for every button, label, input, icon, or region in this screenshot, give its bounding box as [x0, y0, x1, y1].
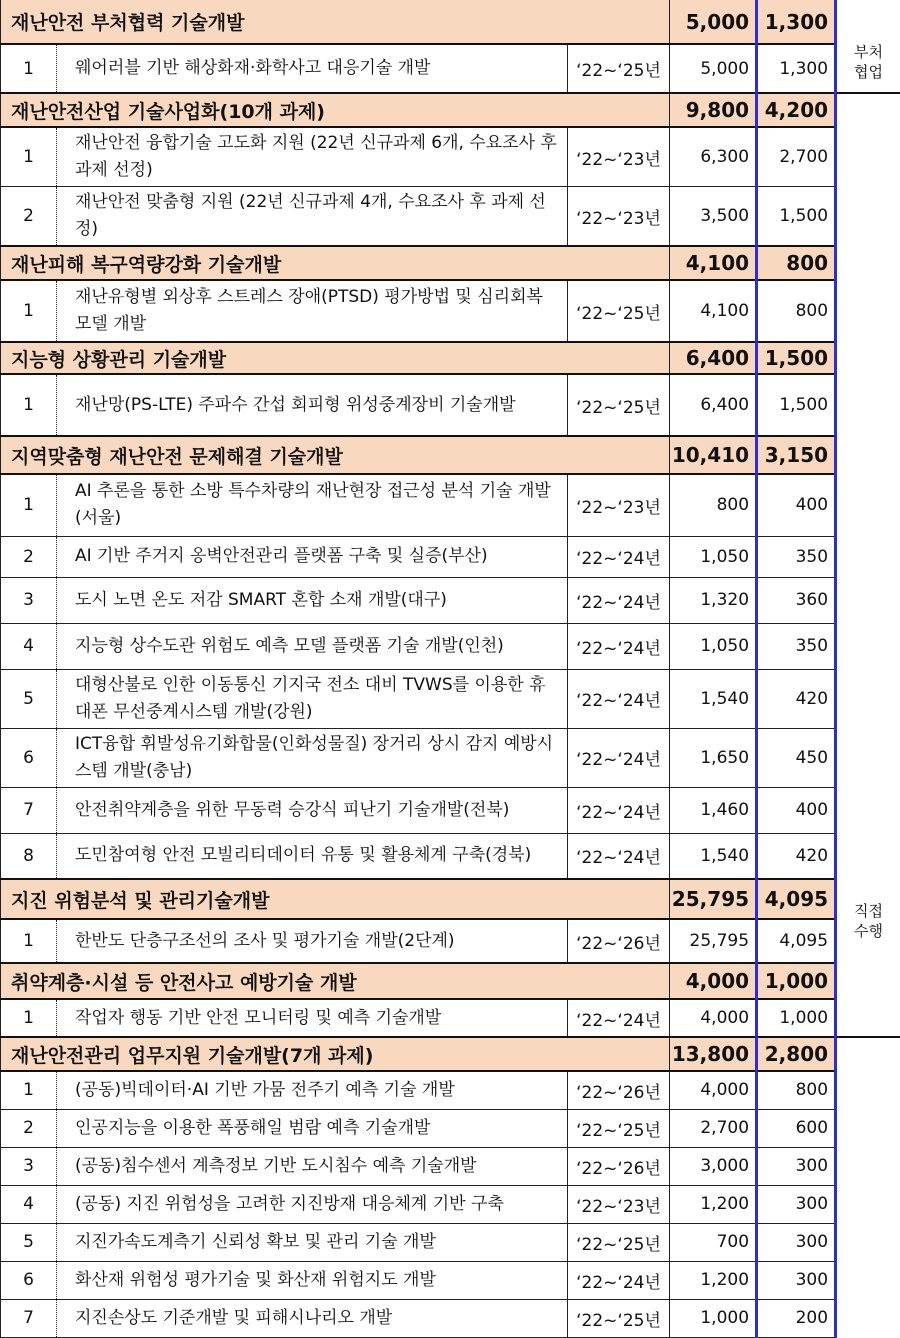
year-budget: 600 — [757, 1109, 836, 1147]
total-budget: 1,540 — [670, 669, 757, 728]
table-row — [1, 1109, 900, 1147]
project-period: ‘22~‘24년 — [568, 833, 670, 879]
year-budget: 300 — [757, 1147, 836, 1185]
row-index: 1 — [1, 374, 57, 436]
year-budget: 1,000 — [757, 999, 836, 1037]
table-row — [1, 187, 900, 247]
total-budget: 1,200 — [670, 1261, 757, 1299]
total-budget: 1,650 — [670, 728, 757, 787]
category-row — [1, 246, 900, 280]
row-index: 5 — [1, 1223, 57, 1261]
row-index: 4 — [1, 1185, 57, 1223]
total-budget: 4,000 — [670, 999, 757, 1037]
project-name: 웨어러블 기반 해상화재·화학사고 대응기술 개발 — [57, 44, 568, 93]
total-budget: 4,100 — [670, 280, 757, 342]
row-index: 6 — [1, 728, 57, 787]
total-budget: 1,540 — [670, 833, 757, 879]
table-row — [1, 474, 900, 536]
total-budget: 25,795 — [670, 919, 757, 963]
table-row — [1, 919, 900, 963]
table-row — [1, 669, 900, 728]
year-budget: 2,700 — [757, 127, 836, 187]
row-index: 2 — [1, 187, 57, 247]
category-title: 재난안전관리 업무지원 기술개발(7개 과제) — [1, 1037, 670, 1071]
project-name: 재난안전 맞춤형 지원 (22년 신규과제 4개, 수요조사 후 과제 선정) — [57, 187, 568, 247]
row-index: 3 — [1, 1147, 57, 1185]
table-row — [1, 999, 900, 1037]
year-budget: 3,150 — [757, 436, 836, 474]
remark-line: 협업 — [837, 62, 900, 82]
table-row — [1, 1071, 900, 1109]
project-name: 화산재 위험성 평가기술 및 화산재 위험지도 개발 — [57, 1261, 568, 1299]
year-budget: 200 — [757, 1299, 836, 1337]
row-index: 4 — [1, 623, 57, 669]
project-name: AI 추론을 통한 소방 특수차량의 재난현장 접근성 분석 기술 개발(서울) — [57, 474, 568, 536]
total-budget: 1,000 — [670, 1299, 757, 1337]
remark-line: 부처 — [837, 42, 900, 62]
remark-line: 직접 — [837, 901, 900, 921]
total-budget: 4,000 — [670, 963, 757, 999]
row-index: 1 — [1, 44, 57, 93]
table-row — [1, 1223, 900, 1261]
table-row — [1, 787, 900, 833]
category-row — [1, 1037, 900, 1071]
row-index: 1 — [1, 1071, 57, 1109]
project-name: 도시 노면 온도 저감 SMART 혼합 소재 개발(대구) — [57, 577, 568, 623]
table-row — [1, 127, 900, 187]
year-budget: 300 — [757, 1261, 836, 1299]
category-title: 재난피해 복구역량강화 기술개발 — [1, 246, 670, 280]
year-budget: 420 — [757, 833, 836, 879]
total-budget: 4,100 — [670, 246, 757, 280]
year-budget: 350 — [757, 623, 836, 669]
total-budget: 3,500 — [670, 187, 757, 247]
remark-text — [837, 42, 900, 82]
row-index: 5 — [1, 669, 57, 728]
project-period: ‘22~‘25년 — [568, 1299, 670, 1337]
year-budget: 4,095 — [757, 919, 836, 963]
year-budget: 400 — [757, 787, 836, 833]
project-period: ‘22~‘26년 — [568, 919, 670, 963]
project-period: ‘22~‘24년 — [568, 536, 670, 577]
project-name: 한반도 단층구조선의 조사 및 평가기술 개발(2단계) — [57, 919, 568, 963]
project-period: ‘22~‘23년 — [568, 127, 670, 187]
project-period: ‘22~‘26년 — [568, 1071, 670, 1109]
project-name: 지능형 상수도관 위험도 예측 모델 플랫폼 기술 개발(인천) — [57, 623, 568, 669]
category-row — [1, 342, 900, 374]
row-index: 2 — [1, 1109, 57, 1147]
table-row — [1, 577, 900, 623]
year-budget: 1,500 — [757, 374, 836, 436]
table-row — [1, 1185, 900, 1223]
total-budget: 1,050 — [670, 623, 757, 669]
category-row — [1, 0, 900, 44]
year-budget: 1,300 — [757, 44, 836, 93]
category-title: 취약계층·시설 등 안전사고 예방기술 개발 — [1, 963, 670, 999]
total-budget: 3,000 — [670, 1147, 757, 1185]
project-period: ‘22~‘24년 — [568, 669, 670, 728]
table-row — [1, 1261, 900, 1299]
total-budget: 13,800 — [670, 1037, 757, 1071]
table-row — [1, 1147, 900, 1185]
project-period: ‘22~‘25년 — [568, 1109, 670, 1147]
year-budget: 420 — [757, 669, 836, 728]
year-budget: 450 — [757, 728, 836, 787]
row-index: 1 — [1, 999, 57, 1037]
category-title: 재난안전 부처협력 기술개발 — [1, 0, 670, 44]
project-period: ‘22~‘25년 — [568, 374, 670, 436]
row-index: 8 — [1, 833, 57, 879]
total-budget: 1,050 — [670, 536, 757, 577]
project-period: ‘22~‘23년 — [568, 187, 670, 247]
row-index: 7 — [1, 787, 57, 833]
category-row — [1, 436, 900, 474]
total-budget: 800 — [670, 474, 757, 536]
project-period: ‘22~‘23년 — [568, 1185, 670, 1223]
project-name: 재난유형별 외상후 스트레스 장애(PTSD) 평가방법 및 심리회복모델 개발 — [57, 280, 568, 342]
row-index: 6 — [1, 1261, 57, 1299]
total-budget: 2,700 — [670, 1109, 757, 1147]
table-row — [1, 728, 900, 787]
table-row — [1, 833, 900, 879]
year-budget: 300 — [757, 1223, 836, 1261]
total-budget: 6,400 — [670, 374, 757, 436]
project-name: 도민참여형 안전 모빌리티데이터 유통 및 활용체계 구축(경북) — [57, 833, 568, 879]
project-period: ‘22~‘26년 — [568, 1147, 670, 1185]
remark-cell — [836, 93, 900, 1037]
total-budget: 5,000 — [670, 0, 757, 44]
project-period: ‘22~‘24년 — [568, 728, 670, 787]
category-row — [1, 93, 900, 127]
row-index: 1 — [1, 919, 57, 963]
project-name: 안전취약계층을 위한 무동력 승강식 피난기 기술개발(전북) — [57, 787, 568, 833]
project-name: 대형산불로 인한 이동통신 기지국 전소 대비 TVWS를 이용한 휴대폰 무선중계시스템 개발(강원) — [57, 669, 568, 728]
project-period: ‘22~‘24년 — [568, 787, 670, 833]
table-row — [1, 44, 900, 93]
total-budget: 25,795 — [670, 879, 757, 919]
remark-cell — [836, 0, 900, 93]
category-row — [1, 963, 900, 999]
year-budget: 800 — [757, 280, 836, 342]
project-period: ‘22~‘24년 — [568, 1261, 670, 1299]
row-index: 2 — [1, 536, 57, 577]
table-row — [1, 374, 900, 436]
project-name: AI 기반 주거지 옹벽안전관리 플랫폼 구축 및 실증(부산) — [57, 536, 568, 577]
row-index: 7 — [1, 1299, 57, 1337]
year-budget: 4,200 — [757, 93, 836, 127]
project-period: ‘22~‘24년 — [568, 999, 670, 1037]
total-budget: 1,200 — [670, 1185, 757, 1223]
total-budget: 6,400 — [670, 342, 757, 374]
project-name: 재난안전 융합기술 고도화 지원 (22년 신규과제 6개, 수요조사 후 과제 선정) — [57, 127, 568, 187]
year-budget: 800 — [757, 246, 836, 280]
project-period: ‘22~‘24년 — [568, 577, 670, 623]
total-budget: 1,460 — [670, 787, 757, 833]
year-budget: 4,095 — [757, 879, 836, 919]
category-title: 지진 위험분석 및 관리기술개발 — [1, 879, 670, 919]
project-name: 인공지능을 이용한 폭풍해일 범람 예측 기술개발 — [57, 1109, 568, 1147]
total-budget: 1,320 — [670, 577, 757, 623]
category-title: 지능형 상황관리 기술개발 — [1, 342, 670, 374]
year-budget: 1,500 — [757, 342, 836, 374]
total-budget: 4,000 — [670, 1071, 757, 1109]
table-row — [1, 536, 900, 577]
project-name: (공동)빅데이터·AI 기반 가뭄 전주기 예측 기술 개발 — [57, 1071, 568, 1109]
row-index: 1 — [1, 127, 57, 187]
year-budget: 1,000 — [757, 963, 836, 999]
table-row — [1, 280, 900, 342]
year-budget: 1,300 — [757, 0, 836, 44]
row-index: 1 — [1, 280, 57, 342]
project-name: (공동) 지진 위험성을 고려한 지진방재 대응체계 기반 구축 — [57, 1185, 568, 1223]
total-budget: 6,300 — [670, 127, 757, 187]
remark-text — [837, 901, 900, 941]
project-period: ‘22~‘25년 — [568, 44, 670, 93]
project-name: ICT융합 휘발성유기화합물(인화성물질) 장거리 상시 감지 예방시스템 개발(충남) — [57, 728, 568, 787]
year-budget: 2,800 — [757, 1037, 836, 1071]
project-name: (공동)침수센서 계측정보 기반 도시침수 예측 기술개발 — [57, 1147, 568, 1185]
year-budget: 350 — [757, 536, 836, 577]
remark-line: 수행 — [837, 921, 900, 941]
project-name: 재난망(PS-LTE) 주파수 간섭 회피형 위성중계장비 기술개발 — [57, 374, 568, 436]
table-row — [1, 623, 900, 669]
total-budget: 10,410 — [670, 436, 757, 474]
year-budget: 360 — [757, 577, 836, 623]
project-name: 지진가속도계측기 신뢰성 확보 및 관리 기술 개발 — [57, 1223, 568, 1261]
project-period: ‘22~‘25년 — [568, 280, 670, 342]
total-budget: 5,000 — [670, 44, 757, 93]
category-title: 재난안전산업 기술사업화(10개 과제) — [1, 93, 670, 127]
table-row — [1, 1299, 900, 1337]
year-budget: 300 — [757, 1185, 836, 1223]
total-budget: 9,800 — [670, 93, 757, 127]
project-name: 작업자 행동 기반 안전 모니터링 및 예측 기술개발 — [57, 999, 568, 1037]
total-budget: 700 — [670, 1223, 757, 1261]
project-period: ‘22~‘23년 — [568, 474, 670, 536]
year-budget: 400 — [757, 474, 836, 536]
project-name: 지진손상도 기준개발 및 피해시나리오 개발 — [57, 1299, 568, 1337]
project-period: ‘22~‘25년 — [568, 1223, 670, 1261]
project-period: ‘22~‘24년 — [568, 623, 670, 669]
category-title: 지역맞춤형 재난안전 문제해결 기술개발 — [1, 436, 670, 474]
row-index: 1 — [1, 474, 57, 536]
category-row — [1, 879, 900, 919]
year-budget: 800 — [757, 1071, 836, 1109]
year-budget: 1,500 — [757, 187, 836, 247]
row-index: 3 — [1, 577, 57, 623]
